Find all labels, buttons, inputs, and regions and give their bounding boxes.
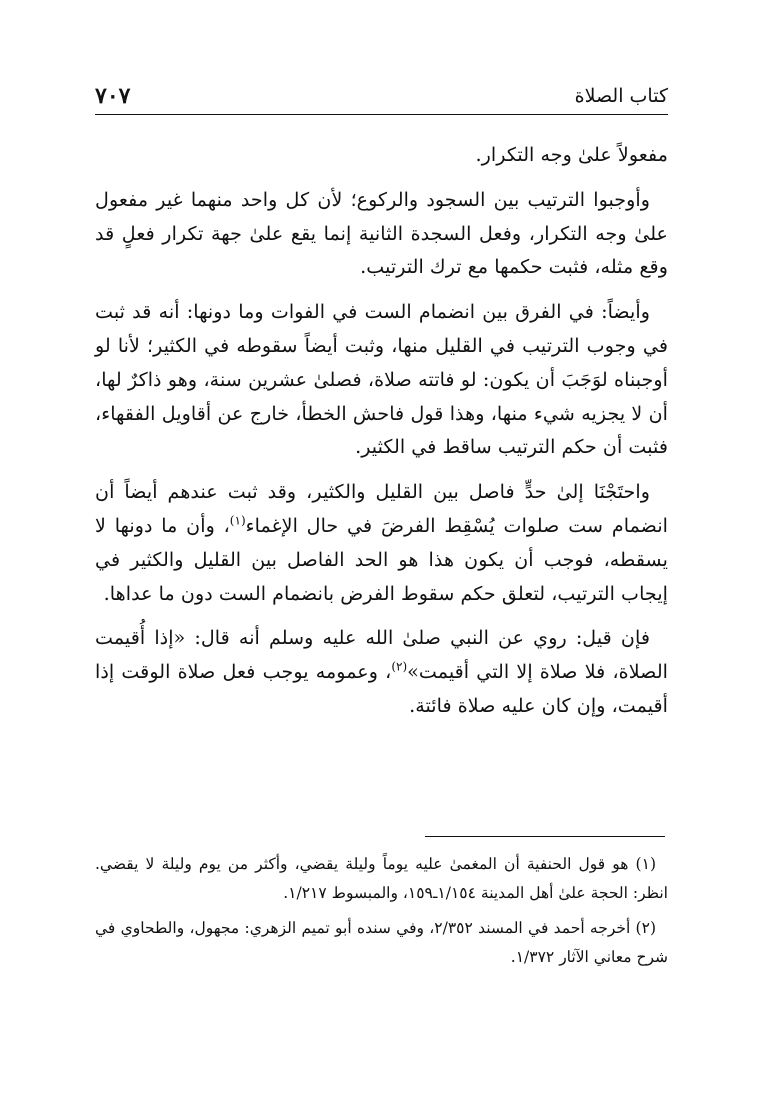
paragraph-4-text-a: واحتَجْنَا إلىٰ حدٍّ فاصل بين القليل والكثير، وقد ثبت عندهم أيضاً أن انضمام ست صلوات يُسْقِط الفرضَ في حال الإغماء (95, 480, 668, 537)
paragraph-4-text-b: ، وأن ما دونها لا يسقطه، فوجب أن يكون هذا هو الحد الفاصل بين القليل والكثير في إيجاب الترتيب، لتعلق حكم سقوط الفرض بانضمام الست دون ما عداها. (95, 513, 668, 605)
footnote-ref-1[interactable]: (١) (229, 513, 246, 528)
page-number: ٧٠٧ (95, 83, 131, 109)
paragraph-5-text-a: فإن قيل: روي عن النبي صلىٰ الله عليه وسلم أنه قال: «إذا أُقيمت الصلاة، فلا صلاة إلا التي أقيمت» (95, 626, 668, 684)
paragraph-5-text-b: ، وعمومه يوجب فعل صلاة الوقت إذا أقيمت، وإن كان عليه صلاة فائتة. (95, 660, 668, 717)
paragraph-4 (95, 475, 668, 610)
footnote-2: (٢) أخرجه أحمد في المسند ٢/٣٥٢، وفي سنده أبو تميم الزهري: مجهول، والطحاوي في شرح معاني الآثار ١/٣٧٢. (95, 919, 668, 966)
footnote-divider (425, 836, 665, 837)
paragraph-5 (95, 621, 668, 722)
paragraph-2: وأوجبوا الترتيب بين السجود والركوع؛ لأن كل واحد منهما غير مفعول علىٰ وجه التكرار، وفعل السجدة الثانية إنما يقع علىٰ جهة تكرار فعلٍ قد وقع مثله، فثبت حكمها مع ترك الترتيب. (95, 187, 668, 279)
chapter-title: كتاب الصلاة (574, 85, 668, 107)
footnotes (95, 850, 668, 978)
main-text (95, 138, 668, 734)
footnote-1: (١) هو قول الحنفية أن المغمىٰ عليه يوماً وليلة يقضي، وأكثر من يوم وليلة لا يقضي. انظر: الحجة علىٰ أهل المدينة ١/١٥٤ـ١٥٩، والمبسوط ١/٢١٧. (95, 855, 668, 902)
paragraph-3: وأيضاً: في الفرق بين انضمام الست في الفوات وما دونها: أنه قد ثبت في وجوب الترتيب في القليل منها، وثبت أيضاً سقوطه في الكثير؛ لأنا لو أوجبناه لوَجَبَ أن يكون: لو فاتته صلاة، فصلىٰ عشرين سنة، وهو ذاكرٌ لها، أن لا يجزيه شيء منها، وهذا قول فاحش الخطأ، خارج عن أقاويل الفقهاء، فثبت أن حكم الترتيب ساقط في الكثير. (95, 300, 668, 459)
header-divider (95, 114, 668, 115)
paragraph-1: مفعولاً علىٰ وجه التكرار. (475, 143, 668, 166)
footnote-ref-2[interactable]: (٢) (391, 659, 408, 674)
running-header (95, 82, 668, 112)
